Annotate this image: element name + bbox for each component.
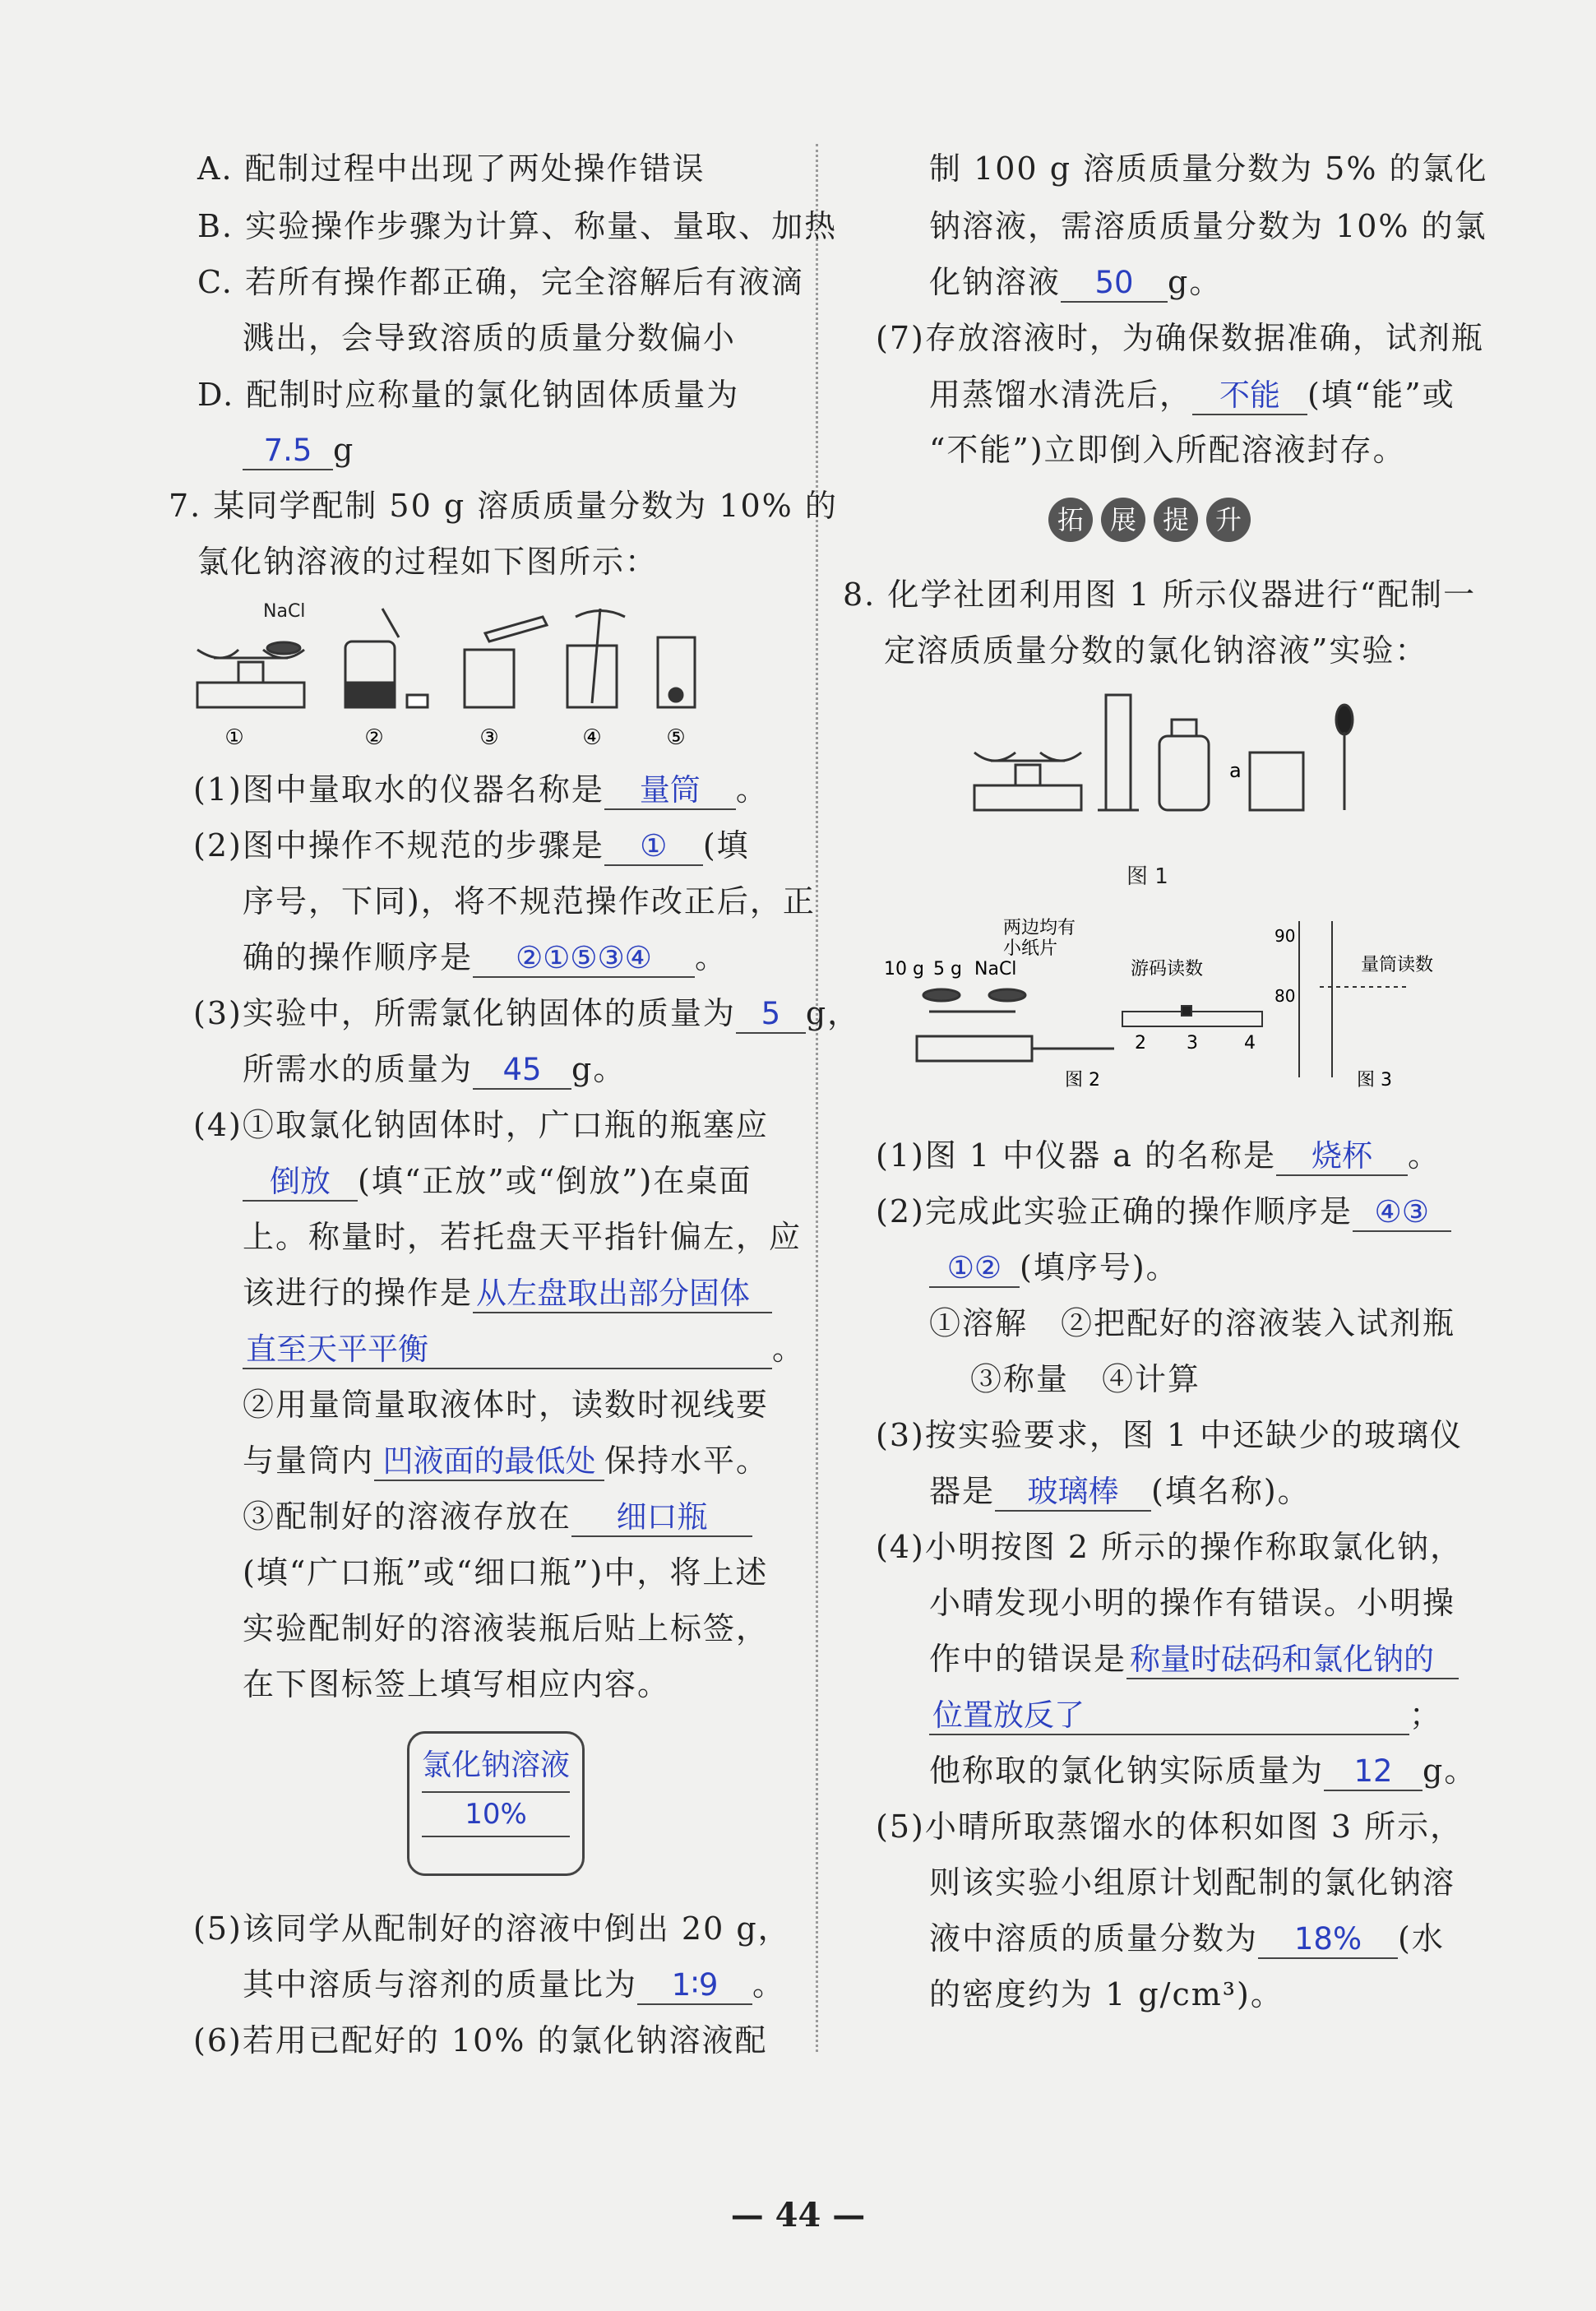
nacl-label: NaCl <box>974 959 1017 980</box>
rider-tick-4: 4 <box>1244 1033 1256 1054</box>
q8-part4-cont: 小晴发现小明的操作有错误。小明操 <box>929 1585 1456 1621</box>
balance-icon <box>974 753 1081 810</box>
question-7: 7. 某同学配制 50 g 溶质质量分数为 10% 的 <box>169 488 838 524</box>
q8-part3-cont: 器是 玻璃棒 (填名称)。 <box>929 1470 1311 1512</box>
beaker-icon <box>1250 753 1303 810</box>
answer-error-part1[interactable]: 称量时砝码和氯化钠的 <box>1126 1642 1459 1679</box>
step-5-num: ⑤ <box>666 725 686 748</box>
answer-step-1[interactable]: ① <box>604 828 703 866</box>
q7-part6-cont1: 制 100 g 溶质质量分数为 5% 的氯化 <box>929 151 1488 187</box>
q8-part5-density: 的密度约为 1 g/cm³)。 <box>929 1976 1284 2012</box>
q7-part7-cont2: “不能”)立即倒入所配溶液封存。 <box>929 432 1406 468</box>
rider-tick-2: 2 <box>1135 1033 1146 1054</box>
stirring-beaker-icon <box>567 609 625 707</box>
answer-nacl-mass[interactable]: 5 <box>736 996 806 1034</box>
graduated-cylinder-icon <box>1098 695 1139 810</box>
q8-part4-mass: 他称取的氯化钠实际质量为 12 g。 <box>929 1750 1477 1791</box>
answer-7-5[interactable]: 7.5 <box>243 433 333 470</box>
step-3-num: ③ <box>479 725 499 748</box>
q7-part4h: ③配制好的溶液存放在 细口瓶 <box>243 1496 752 1537</box>
option-d: D. 配制时应称量的氯化钠固体质量为 <box>197 377 740 413</box>
q7-part7: (7)存放溶液时，为确保数据准确，试剂瓶 <box>876 320 1484 356</box>
banner-char-2: 展 <box>1101 498 1145 542</box>
rider-tick-3: 3 <box>1187 1033 1198 1054</box>
q7-part4g: 与量筒内 凹液面的最低处 保持水平。 <box>243 1440 769 1481</box>
q8-part4-error: 作中的错误是 称量时砝码和氯化钠的 <box>929 1638 1459 1679</box>
q8-part5: (5)小晴所取蒸馏水的体积如图 3 所示， <box>876 1809 1464 1845</box>
cylinder-80: 80 <box>1274 986 1296 1006</box>
step-2-num: ② <box>364 725 384 748</box>
balance-icon <box>197 642 304 707</box>
label-solution-name[interactable]: 氯化钠溶液 <box>421 1748 570 1782</box>
option-c: C. 若所有操作都正确，完全溶解后有液滴 <box>197 264 804 300</box>
answer-actual-mass[interactable]: 12 <box>1324 1753 1423 1791</box>
q7-part4e: 直至天平平衡 。 <box>243 1328 805 1369</box>
question-7-cont: 氯化钠溶液的过程如下图所示： <box>197 544 659 580</box>
figure-2-caption: 图 2 <box>1065 1070 1100 1091</box>
q7-part6-cont3: 化钠溶液 50 g。 <box>929 262 1222 303</box>
q7-part3: (3)实验中，所需氯化钠固体的质量为 5 g， <box>193 993 860 1034</box>
q7-part4f: ②用量筒量取液体时，读数时视线要 <box>243 1387 770 1423</box>
figure-2-and-3 <box>884 913 1476 1094</box>
bottle-icon <box>1159 720 1209 810</box>
q8-part2-cont: ①② (填序号)。 <box>929 1247 1179 1288</box>
q7-part4j: 实验配制好的溶液装瓶后贴上标签， <box>243 1610 770 1646</box>
figure-1 <box>966 691 1427 855</box>
q7-part7-cont: 用蒸馏水清洗后， 不能 (填“能”或 <box>929 374 1455 415</box>
banner-char-1: 拓 <box>1048 498 1093 542</box>
answer-error-part2[interactable]: 位置放反了 <box>929 1697 1409 1735</box>
q8-part5-cont: 则该实验小组原计划配制的氯化钠溶 <box>929 1864 1456 1901</box>
figure-3-caption: 图 3 <box>1357 1070 1392 1091</box>
balance-icon <box>917 989 1114 1061</box>
q7-part4c: 上。称量时，若托盘天平指针偏左，应 <box>243 1219 803 1255</box>
paper-note-2: 小纸片 <box>1003 938 1058 959</box>
answer-order-part1[interactable]: ④③ <box>1353 1194 1451 1232</box>
answer-beaker[interactable]: 烧杯 <box>1276 1138 1408 1176</box>
q8-part5-answer-line: 液中溶质的质量分数为 18% (水 <box>929 1918 1445 1959</box>
q7-part3-water: 所需水的质量为 45 g。 <box>243 1049 626 1090</box>
banner-char-4: 升 <box>1206 498 1251 542</box>
answer-remove-solid[interactable]: 从左盘取出部分固体 <box>473 1276 772 1313</box>
answer-narrow-bottle[interactable]: 细口瓶 <box>571 1499 752 1537</box>
dropper-icon <box>1336 705 1353 810</box>
q8-part1: (1)图 1 中仪器 a 的名称是 烧杯 。 <box>876 1135 1441 1176</box>
weight-5g: 5 g <box>933 959 962 980</box>
test-tube-icon <box>658 637 695 707</box>
q7-part6: (6)若用已配好的 10% 的氯化钠溶液配 <box>193 2022 768 2059</box>
reagent-bottle-icon <box>345 609 428 707</box>
paper-note-1: 两边均有 <box>1003 918 1076 938</box>
experiment-steps-figure <box>189 600 814 748</box>
figure-1-caption: 图 1 <box>1126 864 1168 889</box>
answer-water-mass[interactable]: 45 <box>473 1052 571 1090</box>
nacl-label: NaCl <box>263 601 306 622</box>
q7-part5: (5)该同学从配制好的溶液中倒出 20 g， <box>193 1910 791 1947</box>
option-d-answer-line <box>243 429 354 470</box>
rider-reading-label: 游码读数 <box>1131 959 1204 980</box>
answer-inverted[interactable]: 倒放 <box>243 1164 358 1202</box>
q8-part2-options2: ③称量 ④计算 <box>970 1361 1201 1397</box>
q7-part5-ratio: 其中溶质与溶剂的质量比为 1∶9 。 <box>243 1964 785 2005</box>
q7-part1: (1)图中量取水的仪器名称是 量筒 。 <box>193 769 769 810</box>
answer-mass-fraction[interactable]: 18% <box>1258 1921 1398 1959</box>
rider-scale-icon <box>1122 1006 1262 1026</box>
unit: g <box>333 432 355 468</box>
answer-ratio[interactable]: 1∶9 <box>637 1967 752 2005</box>
label-concentration[interactable]: 10% <box>422 1791 570 1837</box>
q8-part2-options1: ①溶解 ②把配好的溶液装入试剂瓶 <box>929 1305 1456 1341</box>
section-banner <box>1048 498 1259 542</box>
option-c-cont: 溅出，会导致溶质的质量分数偏小 <box>243 320 737 356</box>
pouring-beaker-icon <box>465 617 547 707</box>
cylinder-90: 90 <box>1274 926 1296 946</box>
answer-order[interactable]: ②①⑤③④ <box>473 940 695 978</box>
cylinder-scale-icon <box>1299 921 1410 1077</box>
answer-glass-rod[interactable]: 玻璃棒 <box>995 1474 1151 1512</box>
page-number: — 44 — <box>730 2196 866 2235</box>
answer-measuring-cylinder[interactable]: 量筒 <box>604 772 736 810</box>
answer-cannot[interactable]: 不能 <box>1192 377 1307 415</box>
solution-label-card <box>407 1731 585 1876</box>
answer-meniscus[interactable]: 凹液面的最低处 <box>374 1443 604 1481</box>
q8-part3: (3)按实验要求，图 1 中还缺少的玻璃仪 <box>876 1417 1464 1453</box>
q7-part2-cont: 序号，下同)，将不规范操作改正后，正 <box>243 883 816 919</box>
q7-part4b: 倒放 (填“正放”或“倒放”)在桌面 <box>243 1160 752 1202</box>
option-a: A. 配制过程中出现了两处操作错误 <box>197 151 705 187</box>
option-b: B. 实验操作步骤为计算、称量、量取、加热 <box>197 208 838 244</box>
answer-until-balanced[interactable]: 直至天平平衡 <box>243 1331 772 1369</box>
weight-10g: 10 g <box>884 959 924 980</box>
step-1-num: ① <box>224 725 244 748</box>
column-divider <box>816 144 818 2052</box>
question-8: 8. 化学社团利用图 1 所示仪器进行“配制一 <box>843 577 1477 613</box>
q7-part4i: (填“广口瓶”或“细口瓶”)中，将上述 <box>243 1554 769 1591</box>
banner-char-3: 提 <box>1154 498 1198 542</box>
q7-part4k: 在下图标签上填写相应内容。 <box>243 1666 671 1702</box>
cylinder-reading-label: 量筒读数 <box>1361 955 1434 975</box>
question-8-cont: 定溶质质量分数的氯化钠溶液”实验： <box>884 632 1428 669</box>
q7-part2-order: 确的操作顺序是 ②①⑤③④ 。 <box>243 937 728 978</box>
q8-part2: (2)完成此实验正确的操作顺序是 ④③ <box>876 1191 1451 1232</box>
instrument-a-label: a <box>1229 759 1242 782</box>
q7-part6-cont2: 钠溶液，需溶质质量分数为 10% 的氯 <box>929 208 1487 244</box>
answer-solution-mass[interactable]: 50 <box>1061 265 1168 303</box>
q8-part4: (4)小明按图 2 所示的操作称取氯化钠， <box>876 1529 1464 1565</box>
q7-part2: (2)图中操作不规范的步骤是 ① (填 <box>193 825 750 866</box>
q7-part4a: (4)①取氯化钠固体时，广口瓶的瓶塞应 <box>193 1107 769 1143</box>
step-4-num: ④ <box>582 725 602 748</box>
answer-order-part2[interactable]: ①② <box>929 1250 1020 1288</box>
q7-part4d: 该进行的操作是 从左盘取出部分固体 <box>243 1272 772 1313</box>
q8-part4-error-cont: 位置放反了 ； <box>929 1694 1442 1735</box>
